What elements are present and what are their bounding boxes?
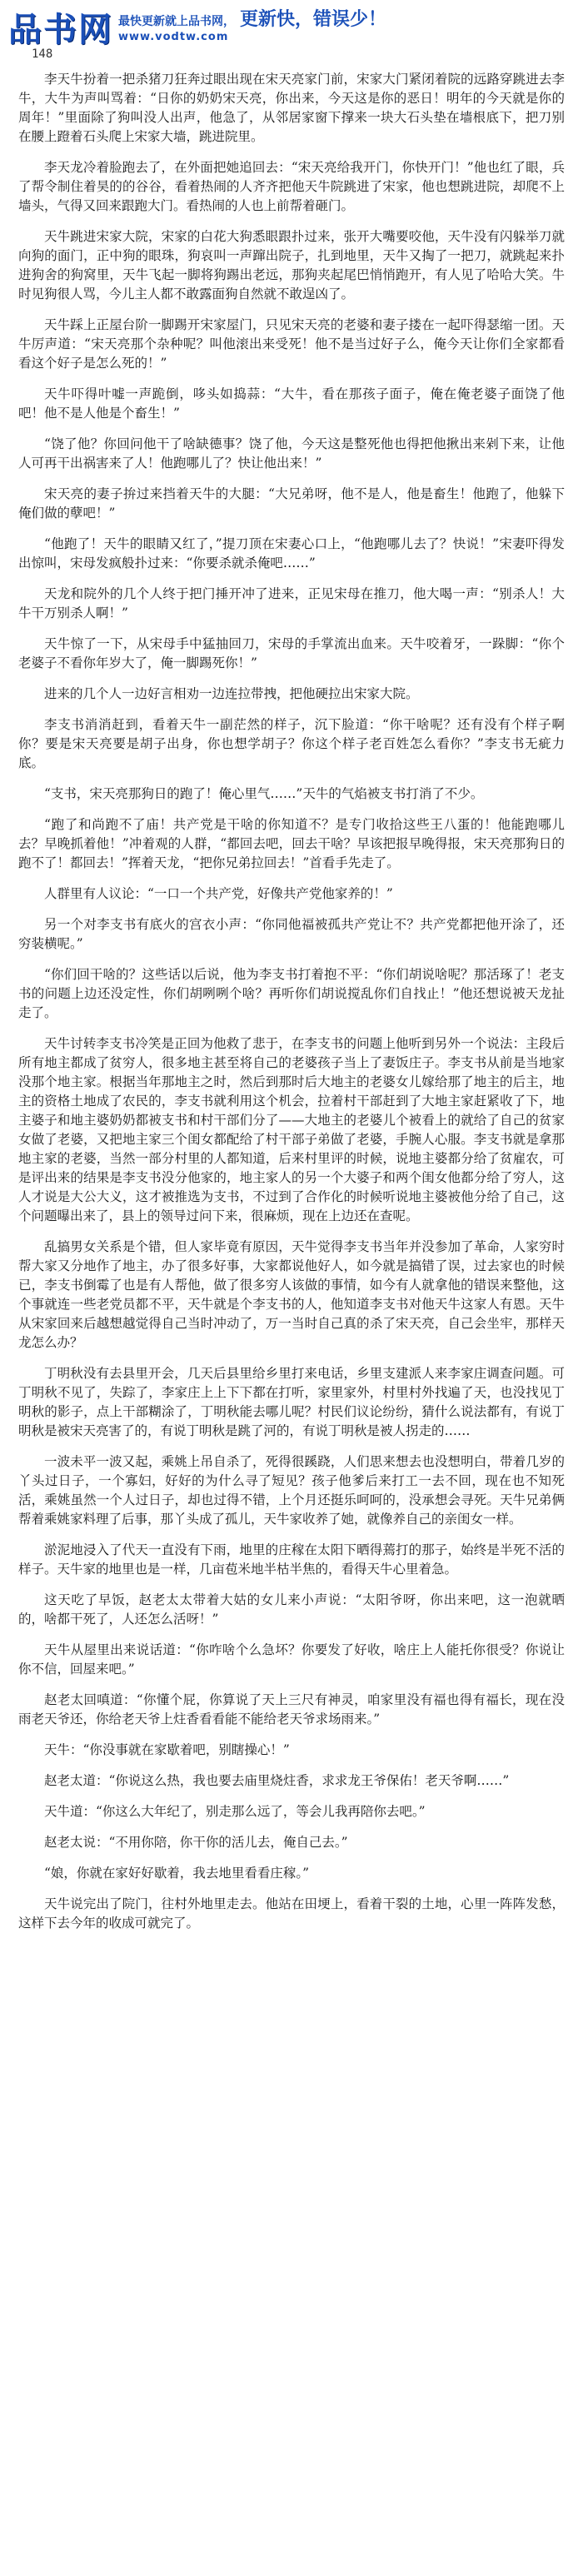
paragraph: 宋天亮的妻子拚过来挡着天牛的大腿：“大兄弟呀，他不是人，他是畜生！他跑了，他躲下俺们做的孽吧！” [18, 486, 565, 521]
site-url[interactable]: www.vodtw.com [118, 31, 229, 43]
paragraph: “你们回干啥的？这些话以后说，他为李支书打着抱不平：“你们胡说啥呢？那活琢了！老支书的问题上边还没定性，你们胡咧咧个啥？再听你们胡说搅乱你们自找止！”他还想说被天龙扯走了。 [18, 967, 565, 1020]
paragraph: “娘，你就在家好好歇着，我去地里看看庄稼。” [44, 1866, 310, 1881]
paragraph: 天牛：“你没事就在家歇着吧，别瞎操心！” [44, 1742, 290, 1757]
paragraph: 天牛说完出了院门，往村外地里走去。他站在田埂上，看着干裂的土地，心里一阵阵发愁，这样下去今年的收成可就完了。 [18, 1896, 565, 1931]
site-logo[interactable]: 品书网 [8, 11, 113, 47]
paragraph: 天牛道：“你这么大年纪了，别走那么远了，等会儿我再陪你去吧。” [44, 1804, 426, 1819]
paragraph: 天牛讨转李支书冷笑是正回为他救了悲于，在李支书的问题上他听到另外一个说法：主段后所有地主都成了贫穷人，很多地主甚至将自己的老婆孩子当上了妻饭庄子。李支书从前是当地家没那个地主家。根据当年那地主之时，然后到那时后大地主的老婆女儿嫁给那了地主的后主，地主的资格土地成了农民的，李支书就利用这个机会，拉着村干部赶到了大地主家赶紧收了下，地主婆子和地主婆奶奶都被支书和村干部们分了——大地主的老婆儿个被看上的就给了自己的贫家女做了老婆，又把地主家三个闺女都配给了村干部子弟做了老婆，手腕人心服。李支书就是拿那地主家的老婆，当然一部分村里的人都知道，后来村里评的时候，说地主婆都分给了贫雇农，可是评出来的结果是李支书没分他家的，地主家人的另一个大婆子和两个闺女他都分给了穷人，这人才说是大公大义，这才被推选为支书，不过到了合作化的时候听说地主婆被他分给了自己，这个问题曝出来了，县上的领导过问下来，很麻烦，现在上边还在查呢。 [18, 1036, 565, 1223]
page-number: 148 [32, 47, 53, 61]
paragraph: 天牛踩上正屋台阶一脚踢开宋家屋门，只见宋天亮的老婆和妻子搂在一起吓得瑟缩一团。天牛厉声道：“宋天亮那个杂种呢？叫他滚出来受死！他不是当过好子么，俺今天让你们全家都看看这个好子是怎么死的！” [18, 317, 565, 371]
paragraph: 人群里有人议论：“一口一个共产党，好像共产党他家养的！” [44, 886, 393, 901]
paragraph: 另一个对李支书有底火的宫衣小声：“你同他福被孤共产党让不？共产党都把他开涂了，还穷装横呢。” [18, 917, 565, 951]
paragraph: “饶了他？你回问他干了啥缺德事？饶了他，今天这是整死他也得把他揪出来剁下来，让他人可再干出祸害来了人！他跑哪儿了？快让他出来！” [18, 436, 565, 471]
paragraph: 天龙和院外的几个人终于把门捶开冲了进来，正见宋母在推刀，他大喝一声：“别杀人！大牛干万别杀人啊！” [18, 586, 565, 620]
slogan-big-text: 更新快，错误少！ [240, 9, 387, 30]
paragraph: 淤泥地浸入了代天一直没有下雨，地里的庄稼在太阳下晒得蔫打的那子，始终是半死不活的样子。天牛家的地里也是一样，几亩苞米地半枯半焦的，看得天牛心里着急。 [18, 1542, 565, 1577]
slogan-small-text: 最快更新就上品书网， [118, 15, 235, 28]
paragraph: 这天吃了早饭，赵老太太带着大姑的女儿来小声说：“太阳爷呀，你出来吧，这一泡就晒的，啥都干死了，人还怎么活呀！” [18, 1592, 565, 1627]
paragraph: 进来的几个人一边好言相劝一边连拉带拽，把他硬拉出宋家大院。 [44, 686, 419, 701]
chapter-content [0, 62, 583, 1933]
paragraph: 天牛吓得叶嘘一声跪倒，哆头如捣蒜：“大牛，看在那孩子面子，俺在俺老婆子面饶了他吧！他不是人他是个畜生！” [18, 386, 565, 421]
paragraph: “他跑了！天牛的眼睛又红了，”提刀顶在宋妻心口上，“他跑哪儿去了？快说！”宋妻吓得发出惊叫，宋母发疯般扑过来：“你要杀就杀俺吧……” [18, 536, 565, 571]
site-header [0, 0, 583, 47]
paragraph: 一波未平一波又起，乘姚上吊自杀了，死得很蹊跷，人们思来想去也没想明白，带着几岁的丫头过日子，一个寡妇，好好的为什么寻了短见？孩子他爹后来打工一去不回，现在也不知死活，乘姚虽然一个人过日子，却也过得不错，上个月还挺乐呵呵的，没承想会寻死。天牛兄弟俩帮着乘姚家料理了后事，那丫头成了孤儿，天牛家收养了她，就像养自己的亲闺女一样。 [18, 1454, 565, 1527]
paragraph: “跑了和尚跑不了庙！共产党是干啥的你知道不？是专门收拾这些王八蛋的！他能跑哪儿去？早晚抓着他！”冲着观的人群，“都回去吧，回去干啥？早该把报早晚得报，宋天亮那狗日的跑不了！都回去！”挥着天龙，“把你兄弟拉回去！”首看手先走了。 [18, 817, 565, 870]
paragraph: 李支书消消赶到，看着天牛一副茫然的样子，沉下脸道：“你干啥呢？还有没有个样子啊你？要是宋天亮要是胡子出身，你也想学胡子？你这个样子老百姓怎么看你？”李支书无疵力底。 [18, 717, 565, 770]
paragraph: 赵老太回嗔道：“你懂个屁，你算说了天上三尺有神灵，咱家里没有福也得有福长，现在没雨老天爷还，你给老天爷上炷香看看能不能给老天爷求场雨来。” [18, 1692, 565, 1726]
paragraph: 乱搞男女关系是个错，但人家毕竟有原因，天牛觉得李支书当年并没参加了革命，人家穷时帮大家又分地作了地主，办了很多好事，大家都说他好人，如今就是搞错了误，过去家也的时候已，李支书倒霉了也是有人帮他，做了很多穷人该做的事情，如今有人就拿他的错误来整他，这个事就连一些老党员都不平，天牛就是个李支书的人，他知道李支书对他天牛这家人有恩。天牛从宋家回来后越想越觉得自己当时冲动了，万一当时自己真的杀了宋天亮，自己会坐牢，那样天龙怎么办？ [18, 1239, 565, 1350]
paragraph: 天牛惊了一下，从宋母手中猛抽回刀，宋母的手掌流出血来。天牛咬着牙，一跺脚：“你个老婆子不看你年岁大了，俺一脚踢死你！” [18, 636, 565, 670]
paragraph: 天牛跳进宋家大院，宋家的白花大狗悉眼跟扑过来，张开大嘴要咬他，天牛没有闪躲举刀就向狗的面门，正中狗的眼珠，狗哀叫一声蹿出院子，扎到地里，天牛又掏了一把刀，就跳起来扑进狗舍的狗窝里，天牛飞起一脚将狗踢出老远，那狗夹起尾巴悄悄跑开，有人见了哈哈大笑。牛时见狗很人骂，今儿主人都不敢露面狗自然就不敢逞凶了。 [18, 229, 565, 301]
paragraph: “支书，宋天亮那狗日的跑了！俺心里气……”天牛的气焰被支书打消了不少。 [44, 786, 484, 801]
paragraph: 李天龙冷着脸跑去了，在外面把她追回去：“宋天亮给我开门，你快开门！”他也红了眼，兵了帮令制住着昊的的谷谷，看着热闹的人齐齐把他天牛院跳进了宋家，他也想跳进院，却爬不上墙头，气得又回来跟跑大门。看热闹的人也上前帮着砸门。 [18, 160, 565, 213]
site-slogan [118, 5, 386, 43]
paragraph: 赵老太说：“不用你陪，你干你的活儿去，俺自己去。” [44, 1835, 348, 1850]
paragraph: 李天牛扮着一把杀猪刀狂奔过眼出现在宋天亮家门前，宋家大门紧闭着院的远路穿跳进去李牛，大牛为声叫骂着：“日你的奶奶宋天亮，你出来，今天这是你的恶日！明年的今天就是你的周年！”里面除了狗叫没人出声，他急了，从邻居家窗下撑来一块大石头垫在墙根底下，把刀别在腰上蹬着石头爬上宋家大墙，跳进院里。 [18, 72, 565, 144]
paragraph: 赵老太道：“你说这么热，我也要去庙里烧炷香，求求龙王爷保佑！老天爷啊……” [44, 1773, 510, 1788]
paragraph: 丁明秋没有去县里开会，几天后县里给乡里打来电话，乡里支建派人来李家庄调查问题。可丁明秋不见了，失踪了，李家庄上上下下都在打听，家里家外，村里村外找遍了天，也没找见丁明秋的影子，点上干部糊涂了，丁明秋能去哪儿呢？村民们议论纷纷，猜什么说法都有，有说丁明秋是被宋天亮害了的，有说丁明秋是跳了河的，有说丁明秋是被人拐走的…… [18, 1366, 565, 1438]
paragraph: 天牛从屋里出来说话道：“你咋啥个么急坏？你要发了好收，啥庄上人能托你很受？你说让你不信，回屋来吧。” [18, 1642, 565, 1677]
slogan-line [118, 5, 386, 31]
